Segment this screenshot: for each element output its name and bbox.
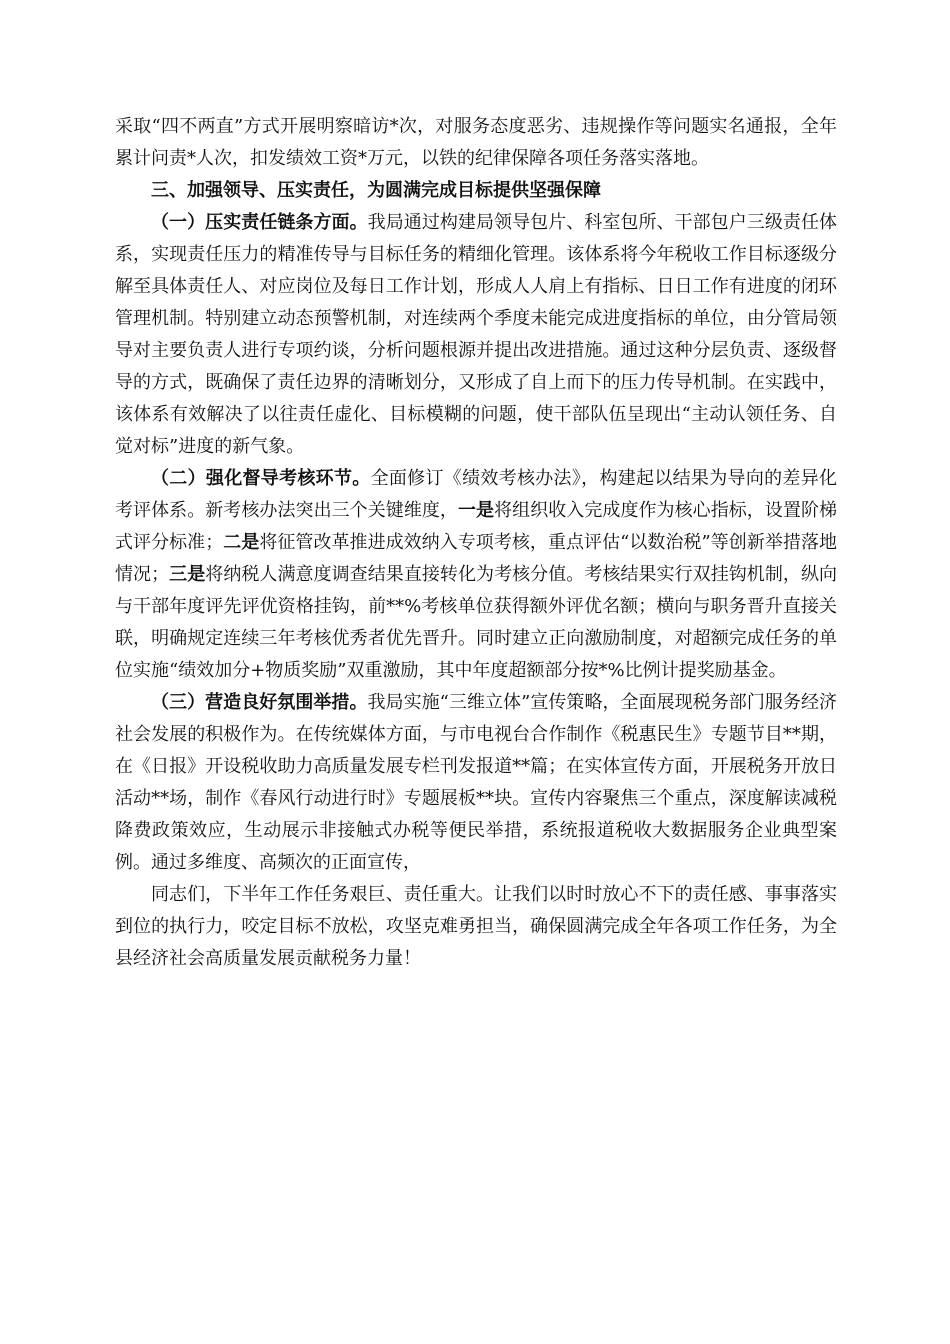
keyword-third: 三是: [169, 564, 206, 585]
paragraph-responsibility-chain: [115, 207, 837, 463]
paragraph-text: 我局通过构建局领导包片、科室包所、干部包户三级责任体系，实现责任压力的精准传导与目标任务的精细化管理。该体系将今年税收工作目标逐级分解至具体责任人、对应岗位及每日工作计划，形成人人肩上有指标、日日工作有进度的闭环管理机制。特别建立动态预警机制，对连续两个季度未能完成进度指标的单位，由分管局领导对主要负责人进行专项约谈，分析问题根源并提出改进措施。通过这种分层负责、逐级督导的方式，既确保了责任边界的清晰划分，又形成了自上而下的压力传导机制。在实践中，该体系有效解决了以往责任虚化、目标模糊的问题，使干部队伍呈现出“主动认领任务、自觉对标”进度的新气象。: [115, 212, 838, 457]
paragraph-text: 我局实施“三维立体”宣传策略，全面展现税务部门服务经济社会发展的积极作为。在传统媒体方面，与市电视台合作制作《税惠民生》专题节目**期，在《日报》开设税收助力高质量发展专栏刊发报道**篇；在实体宣传方面，开展税务开放日活动**场，制作《春风行动进行时》专题展板**块。宣传内容聚焦三个重点，深度解读减税降费政策效应，生动展示非接触式办税等便民举措，系统报道税收大数据服务企业典型案例。通过多维度、高频次的正面宣传，: [115, 692, 838, 873]
paragraph-text: 同志们，下半年工作任务艰巨、责任重大。让我们以时时放心不下的责任感、事事落实到位的执行力，咬定目标不放松，攻坚克难勇担当，确保圆满完成全年各项工作任务，为全县经济社会高质量发展贡献税务力量！: [115, 884, 837, 969]
paragraph-text: 采取“四不两直”方式开展明察暗访*次，对服务态度恶劣、违规操作等问题实名通报，全年累计问责*人次，扣发绩效工资*万元，以铁的纪律保障各项任务落实落地。: [115, 116, 837, 169]
paragraph-atmosphere: [115, 687, 837, 879]
paragraph-lead: （二）强化督导考核环节。: [151, 468, 371, 489]
paragraph-lead: （三）营造良好氛围举措。: [151, 692, 368, 713]
keyword-first: 一是: [457, 500, 495, 521]
document-body: [115, 111, 837, 975]
section-heading-3: 三、加强领导、压实责任，为圆满完成目标提供坚强保障: [151, 180, 601, 201]
paragraph-text: 将征管改革推进成效纳入专项考核，重点评估“以数治税”等创新举措落地情况；: [115, 532, 838, 585]
paragraph-text: 将纳税人满意度调查结果直接转化为考核分值。考核结果实行双挂钩机制，纵向与干部年度评先评优资格挂钩，前**%考核单位获得额外评优名额；横向与职务晋升直接关联，明确规定连续三年考核优秀者优先晋升。同时建立正向激励制度，对超额完成任务的单位实施“绩效加分+物质奖励”双重激励，其中年度超额部分按*%比例计提奖励基金。: [115, 564, 838, 681]
paragraph-text: 将组织收入完成度作为核心指标，设置阶梯式评分标准；: [115, 500, 838, 553]
paragraph-closing: [115, 879, 837, 975]
paragraph-supervision-assessment: [115, 463, 837, 687]
paragraph-text: 全面修订《绩效考核办法》，构建起以结果为导向的差异化考评体系。新考核办法突出三个关键维度，: [115, 468, 838, 521]
paragraph-lead: （一）压实责任链条方面。: [151, 212, 368, 233]
paragraph-supervision-continued: [115, 111, 837, 175]
keyword-second: 二是: [223, 532, 260, 553]
